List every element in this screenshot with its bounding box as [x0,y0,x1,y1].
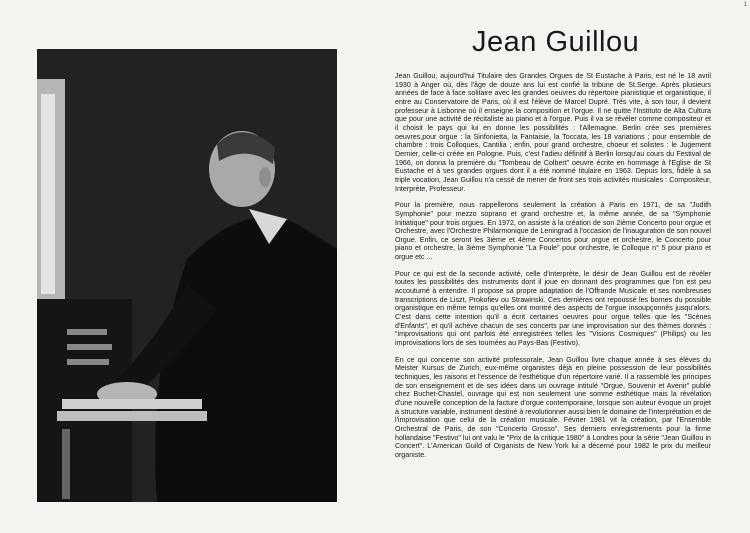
page-title: Jean Guillou [472,26,640,58]
paragraph-compositeur: Pour la première, nous rappellerons seulement la création à Paris en 1971, de sa "Judith Symphonie" pour mezzo soprano et grand orchestre et, la même année, de sa "Symphonie Initiatique" pour trois orgues. En 1972, on assiste à la création de son 2ième Concerto pour orgue et Orchestre, avec l'Orchestre Philarmonique de Leningrad à l'occasion de l'inauguration de son nouvel Orgue. Enfin, ce seront les 3ième et 4ème Concertos pour orgue et orchestre, le Concerto pour piano et orchestre, la 3ième Symphonie "La Foule" pour orchestre, le Colloque n° 5 pour piano et orgue etc ... [395,201,711,262]
page-number: 1 [743,2,747,8]
portrait-illustration [37,49,337,502]
biography-text [395,72,711,468]
organist-portrait-photo [37,49,337,502]
paragraph-professeur: En ce qui concerne son activité professorale, Jean Guillou livre chaque année à ses élèves du Meister Kursus de Zurich, eux-même organistes déjà en pleine possession de leur possibilités techniques, les raisons et l'essence de l'esthétique d'un répertoire varié. Il a rassemblé les principes de son enseignement et de ses idées dans un ouvrage intitulé "Orgue, Souvenir et Avenir" publié chez Buchet-Chastel, ouvrage qui est non seulement une somme esthétique mais la révélation d'une nouvelle conception de la facture d'orgue contemporaine, lorsque son auteur évoque un projet à structure variable, instrument destiné à revolutionner aussi bien le domaine de l'interprétation et de l'improvisation que celui de la création musicale. Février 1981 vit la création, par l'Ensemble Orchestral de Paris, de son "Concerto Grosso". Ses derniers enregistrements pour la firme hollandaise "Festivo" lui ont valu le "Prix de la critique 1980" à Londres pour la série "Jean Guillou in Concert". L'American Guild of Organists de New York lui a décerné pour 1982 le prix du meilleur organiste. [395,355,711,459]
paragraph-interprete: Pour ce qui est de la seconde activité, celle d'interprète, le désir de Jean Guillou est de révéler toutes les possibilités des instruments dont il joue en donnant des programmes que l'on est peu accoutumé à entendre. Il propose sa propre adaptation de l'Offrande Musicale et ses nombreuses transcriptions de Liszt, Prokofiev ou Strawinski. Ces dernières ont repoussé les bornes du possible organistique en même temps qu'elles ont montré des aspects de l'orgue insoupçonnés jusqu'alors. C'est dans cette intention qu'il a écrit certaines oeuvres pour orgue telles que les "Scènes d'Enfants", et qu'il achève chacun de ses concerts par une improvisation sur des thèmes donnés : "improvisations qui ont parfois été enregistrées telles les "Visions Cosmiques" (Philips) ou les improvisations lors de ses tournées au Pays-Bas (Festivo). [395,269,711,348]
paragraph-intro: Jean Guillou, aujourd'hui Titulaire des Grandes Orgues de St Eustache à Paris, est né le 18 avril 1930 à Anger où, dès l'âge de douze ans lui est confié la tribune de St.Serge. Après plusieurs années de face à face solitaire avec les grandes oeuvres du répertoire pianistique et organistique, il entre au Conservatoire de Paris, où il est l'élève de Marcel Dupré. Très vite, à son tour, il devient professeur à Lisbonne où il enseigne la composition et l'orgue. Il ne quitte l'Instituto de Alta Cultura que pour une activité de récitaliste au piano et à l'orgue. Puis il va se révéler comme compositeur et il choisit le pays qui lui en donne les possibilités : l'Allemagne. Berlin crée ses premières oeuvres,pour orgue : la Sinfonietta, la Fantaisie, la Toccata, les 18 variations ; pour ensemble de chambre : trois Colloques, Cantilia ; enfin, pour grand orchestre, choeur et solistes : le Jugement Dernier, celle-ci créée en Pologne. Puis, c'est l'adieu définitif à Berlin lorsqu'au cours du Festival de 1966, on donna la première du "Tombeau de Colbert" oeuvre écrite en hommage à l'Eglise de St Eustache et à ses grandes orgues dont il a été nommé titulaire en 1963. Depuis lors, fidèle à sa triple vocation, Jean Guillou n'a cessé de mener de front ses trois activités musicales : Compositeur, Interprète, Professeur. [395,72,711,193]
